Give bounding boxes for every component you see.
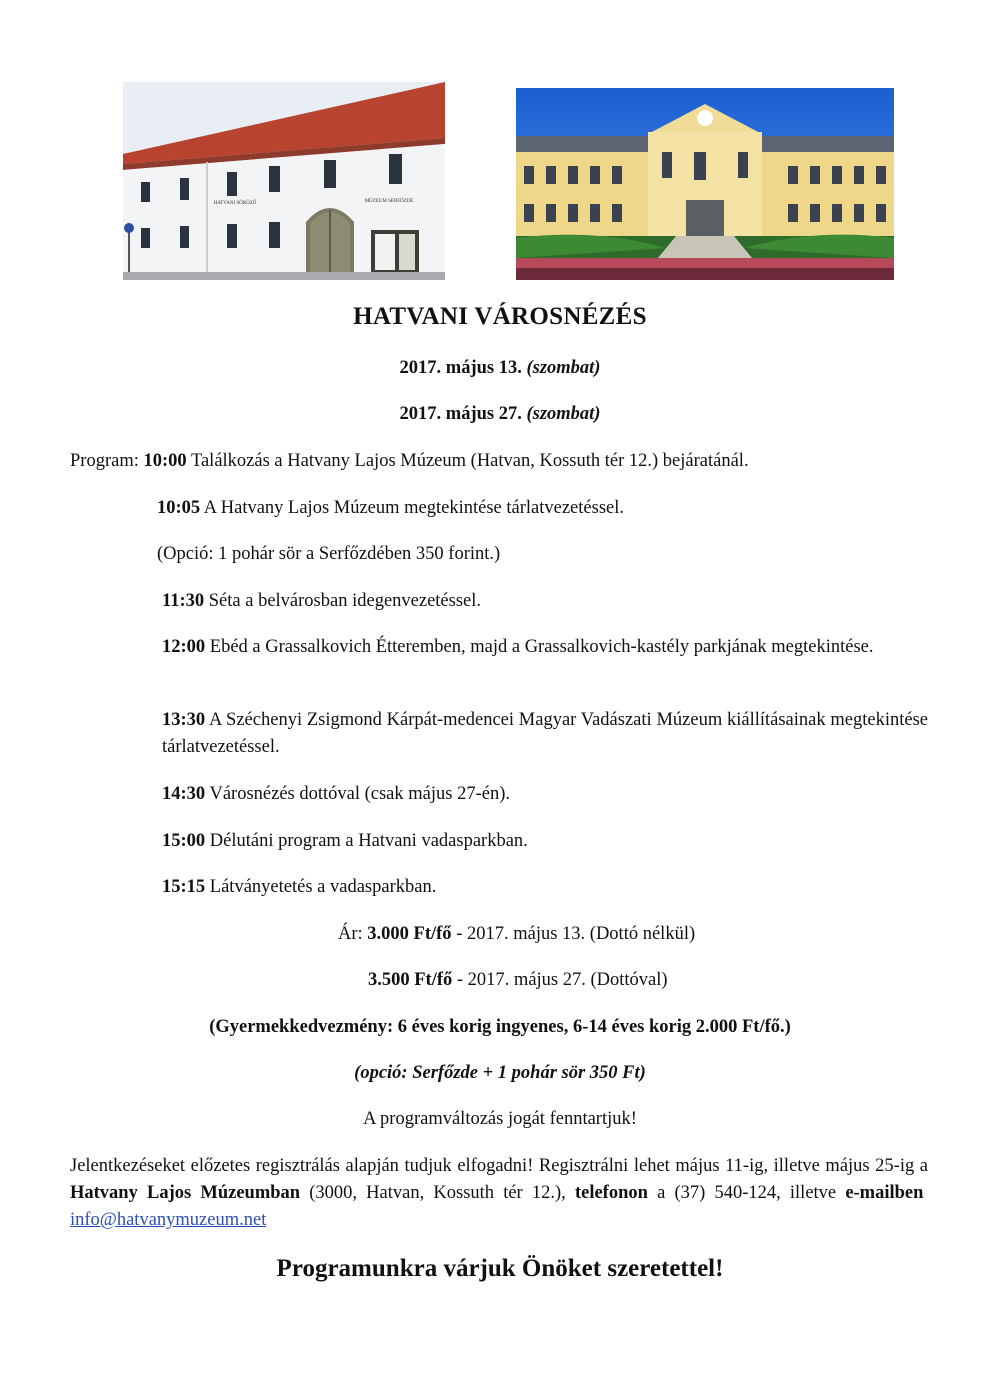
program-item-text: A Hatvany Lajos Múzeum megtekintése tárlatvezetéssel. [203,498,624,518]
program-item-time: 11:30 [162,591,205,611]
program-item-text: Találkozás a Hatvany Lajos Múzeum (Hatvan, Kossuth tér 12.) bejáratánál. [190,451,749,471]
program-item-text: Városnézés dottóval (csak május 27-én). [209,784,510,804]
change-notice: A programváltozás jogát fenntartjuk! [363,1109,637,1129]
price-amount-1: 3.000 Ft/fő [367,924,452,944]
price-line-2 [368,967,668,994]
registration-email-label: e-mailben [845,1183,924,1203]
beer-option: (opció: Serfőzde + 1 pohár sör 350 Ft) [354,1063,646,1083]
program-item-text: Ebéd a Grassalkovich Étteremben, majd a Grassalkovich-kastély parkjának megtekintése. [209,637,874,657]
child-discount: (Gyermekkedvezmény: 6 éves korig ingyenes, 6-14 éves korig 2.000 Ft/fő.) [209,1017,791,1037]
program-item-6 [162,781,510,808]
program-item-time: 10:05 [157,498,201,518]
castle-photo [516,88,894,280]
registration-info [70,1153,928,1234]
program-item-time: 14:30 [162,784,206,804]
registration-phone-label: telefonon [574,1183,648,1203]
program-item-time: 15:15 [162,877,206,897]
program-item-4 [162,634,928,661]
program-item-5 [162,707,928,761]
registration-museum: Hatvany Lajos Múzeumban [70,1183,301,1203]
program-item-2 [157,495,624,522]
program-item-time: 13:30 [162,710,206,730]
price-amount-2: 3.500 Ft/fő [368,970,453,990]
program-item-time: 10:00 [143,451,187,471]
email-link[interactable]: info@hatvanymuzeum.net [70,1210,267,1230]
program-item-3 [162,588,481,615]
price-line-1 [338,921,695,948]
program-item-8 [162,874,436,901]
program-item-1 [70,448,749,475]
closing-message: Programunkra várjuk Önöket szeretettel! [276,1255,724,1282]
event-date-2-date: 2017. május 27. [399,404,522,424]
price-label: Ár: [338,924,363,944]
registration-text-3: illetve [789,1183,837,1203]
price-detail-1: - 2017. május 13. (Dottó nélkül) [456,924,696,944]
registration-address: (3000, Hatvan, Kossuth tér 12.), [309,1183,566,1203]
museum-building-photo [123,82,445,280]
event-date-1-date: 2017. május 13. [399,358,522,378]
program-option-note: (Opció: 1 pohár sör a Serfőzdében 350 forint.) [157,544,501,564]
museum-sign-left-text: HATVANI SÖRÖZŐ [213,201,257,206]
museum-sign-right-text: MÚZEUM SERFŐZDE [364,199,414,204]
program-item-text: A Széchenyi Zsigmond Kárpát-medencei Magyar Vadászati Múzeum kiállításainak megtekintése tárlatvezetéssel. [162,710,929,757]
program-item-text: Látványetetés a vadasparkban. [209,877,437,897]
program-label: Program: [70,451,139,471]
event-date-1 [0,358,1000,379]
registration-phone: a (37) 540-124, [657,1183,781,1203]
price-detail-2: - 2017. május 27. (Dottóval) [456,970,668,990]
page-title: HATVANI VÁROSNÉZÉS [353,303,647,330]
event-date-2-day: (szombat) [526,404,601,424]
event-date-1-day: (szombat) [526,358,601,378]
program-item-time: 15:00 [162,831,206,851]
program-item-time: 12:00 [162,637,206,657]
program-item-text: Délutáni program a Hatvani vadasparkban. [209,831,528,851]
event-date-2 [0,404,1000,425]
program-item-7 [162,828,528,855]
registration-text-1: Jelentkezéseket előzetes regisztrálás alapján tudjuk elfogadni! Regisztrálni lehet május 11-ig, illetve május 25-ig a [70,1156,928,1176]
program-item-text: Séta a belvárosban idegenvezetéssel. [208,591,482,611]
